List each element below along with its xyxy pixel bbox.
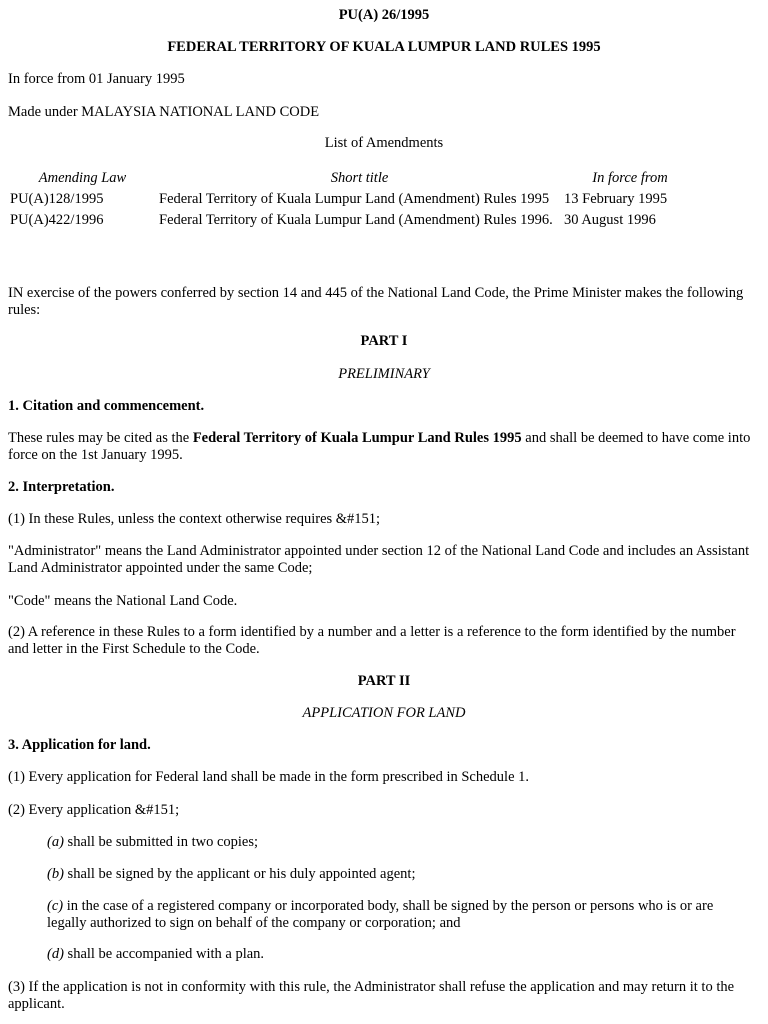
short-title-cell: Federal Territory of Kuala Lumpur Land (Amendment) Rules 1996. — [159, 212, 553, 228]
paragraph: (1) In these Rules, unless the context otherwise requires &#151; — [8, 511, 381, 527]
amendments-table — [8, 168, 698, 231]
amendments-caption: List of Amendments — [324, 135, 444, 151]
list-item-text: shall be submitted in two copies; — [63, 834, 259, 850]
document-citation: PU(A) 26/1995 — [338, 7, 430, 23]
paragraph: (2) A reference in these Rules to a form identified by a number and a letter is a reference to the form identified by the number and letter in the First Schedule to the Code. — [8, 624, 736, 657]
section-heading: 2. Interpretation. — [8, 479, 115, 495]
definition-administrator: "Administrator" means the Land Administrator appointed under section 12 of the National Land Code and includes an Assistant Land Administrator appointed under the same Code; — [8, 543, 750, 576]
list-item-letter: (c) — [47, 898, 64, 914]
part-subheading: APPLICATION FOR LAND — [302, 705, 466, 721]
citation-text-end: and shall be deemed to have come into force on the 1st January 1995. — [8, 430, 751, 463]
citation-paragraph — [8, 430, 760, 464]
column-header-short-title: Short title — [330, 170, 389, 186]
paragraph: (1) Every application for Federal land shall be made in the form prescribed in Schedule 1. — [8, 769, 530, 785]
section-heading: 3. Application for land. — [8, 737, 151, 753]
list-item — [47, 866, 737, 883]
list-item-text: shall be accompanied with a plan. — [63, 946, 265, 962]
part-heading: PART I — [360, 333, 408, 349]
citation-rules-name: Federal Territory of Kuala Lumpur Land Rules 1995 — [192, 430, 522, 446]
paragraph: (2) Every application &#151; — [8, 802, 180, 818]
list-item-letter: (d) — [47, 946, 64, 962]
citation-text-start: These rules may be cited as the — [8, 430, 193, 446]
table-row — [8, 210, 698, 231]
list-item-text: in the case of a registered company or incorporated body, shall be signed by the person or persons who is or are legally authorized to sign on behalf of the company or corporation; and — [47, 898, 714, 931]
short-title-cell: Federal Territory of Kuala Lumpur Land (Amendment) Rules 1995 — [159, 191, 550, 207]
table-row — [8, 189, 698, 210]
list-item-text: shall be signed by the applicant or his duly appointed agent; — [63, 866, 416, 882]
column-header-amending-law: Amending Law — [38, 170, 127, 186]
part-subheading: PRELIMINARY — [338, 366, 430, 382]
document-title: FEDERAL TERRITORY OF KUALA LUMPUR LAND RULES 1995 — [167, 39, 601, 55]
in-force-cell: 30 August 1996 — [564, 212, 656, 228]
in-force-date: In force from 01 January 1995 — [8, 71, 185, 87]
definition-code: "Code" means the National Land Code. — [8, 593, 238, 609]
list-item — [47, 834, 737, 851]
list-item — [47, 946, 737, 963]
enabling-act: Made under MALAYSIA NATIONAL LAND CODE — [8, 104, 320, 120]
list-item-letter: (b) — [47, 866, 64, 882]
column-header-in-force-from: In force from — [592, 170, 668, 186]
preamble-paragraph: IN exercise of the powers conferred by section 14 and 445 of the National Land Code, the Prime Minister makes the following rules: — [8, 285, 744, 318]
paragraph: (3) If the application is not in conformity with this rule, the Administrator shall refuse the application and may return it to the applicant. — [8, 979, 735, 1012]
amending-law-cell: PU(A)422/1996 — [10, 212, 104, 228]
part-heading: PART II — [357, 673, 411, 689]
amending-law-cell: PU(A)128/1995 — [10, 191, 104, 207]
list-item-letter: (a) — [47, 834, 64, 850]
section-heading: 1. Citation and commencement. — [8, 398, 205, 414]
list-item — [47, 898, 737, 932]
in-force-cell: 13 February 1995 — [564, 191, 668, 207]
amendments-header-row — [8, 168, 698, 189]
